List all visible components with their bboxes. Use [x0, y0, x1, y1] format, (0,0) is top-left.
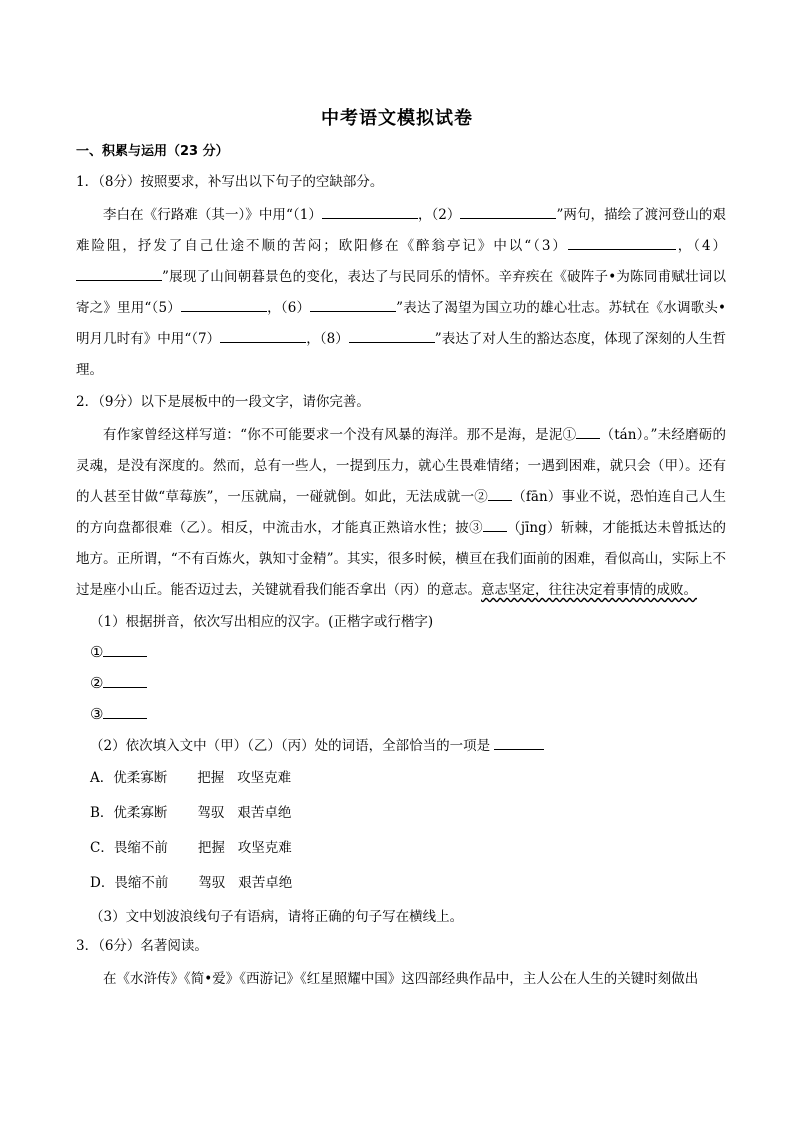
option-d[interactable]: D．畏缩不前 驾驭 艰苦卓绝	[90, 875, 293, 891]
option-a[interactable]: A．优柔寡断 把握 攻坚克难	[90, 770, 292, 786]
circled-number-3: ③	[90, 705, 104, 723]
answer-blank-4[interactable]	[76, 266, 162, 281]
exam-content	[76, 140, 726, 995]
question-2-sub-1: （1）根据拼音，依次写出相应的汉字。(正楷字或行楷字)	[90, 614, 434, 630]
answer-blank-1[interactable]	[322, 204, 418, 219]
answer-line-1	[76, 637, 726, 668]
q2-text-3: （fān）事业不说，恐怕连自己人生的方向盘都很难（乙）。相反，中流击水，才能真正熟谙水性；披③	[76, 489, 726, 536]
q1-text-9: ”表达了对人生的豁达态度，体现了深刻的人生哲理。	[76, 331, 726, 378]
question-1-paragraph	[76, 200, 726, 386]
q1-text-6: ，（6）	[266, 300, 311, 316]
answer-blank-6[interactable]	[310, 297, 396, 312]
pinyin-blank-3[interactable]	[483, 517, 507, 532]
option-b[interactable]: B．优柔寡断 驾驭 艰苦卓绝	[90, 805, 292, 821]
answer-blank-char-1[interactable]	[103, 642, 147, 657]
question-2-sub-3: （3）文中划波浪线句子有语病，请将正确的句子写在横线上。	[90, 909, 464, 925]
wavy-underlined-sentence: 意志坚定，往往决定着事情的成败。	[481, 582, 697, 598]
q1-text-5: ”展现了山间朝暮景色的变化，表达了与民同乐的情怀。辛弃疾在《破阵子•为陈同甫赋壮词以寄之》里用“（5）	[76, 269, 726, 316]
section-heading: 一、积累与运用（23 分）	[76, 144, 229, 159]
question-3-paragraph: 在《水浒传》《简•爱》《西游记》《红星照耀中国》这四部经典作品中，主人公在人生的关键时刻做出	[103, 971, 699, 987]
answer-blank-3[interactable]	[568, 235, 676, 250]
question-1-header: 1．（8分）按照要求，补写出以下句子的空缺部分。	[76, 174, 384, 190]
option-c[interactable]: C．畏缩不前 把握 攻坚克难	[90, 840, 292, 856]
answer-blank-8[interactable]	[349, 328, 435, 343]
page-title: 中考语文模拟试卷	[321, 108, 473, 129]
q2-sub-2-text: （2）依次填入文中（甲）（乙）（丙）处的词语，全部恰当的一项是	[90, 738, 491, 754]
answer-blank-5[interactable]	[181, 297, 267, 312]
q1-text-4: ，（4）	[675, 238, 726, 254]
pinyin-blank-2[interactable]	[488, 486, 512, 501]
question-2-sub-2	[76, 732, 726, 761]
q2-text-1: 有作家曾经这样写道：“你不可能要求一个没有风暴的海洋。那不是海，是泥①	[103, 427, 577, 443]
question-2-header: 2．（9分）以下是展板中的一段文字，请你完善。	[76, 394, 370, 410]
answer-line-2	[76, 668, 726, 699]
q2-text-4: （jīng）斩棘，才能抵达未曾抵达的地方。正所谓，“不有百炼火，孰知寸金精”。其实，很多时候，横亘在我们面前的困难，看似高山，实际上不过是座小山丘。能否迈过去，关键就看我们能否拿出（丙）的意志。	[76, 520, 727, 598]
q1-text-3: ”两句，描绘了渡河登山的艰难险阻，抒发了自己仕途不顺的苦闷；欧阳修在《醉翁亭记》中以“（3）	[76, 207, 726, 254]
q1-text-7: ”表达了渴望为国立功的雄心壮志。苏轼在《水调歌头•明月几时有》中用“（7）	[76, 300, 726, 347]
pinyin-blank-1[interactable]	[576, 424, 600, 439]
q1-text-2: ，（2）	[417, 207, 461, 223]
answer-blank-7[interactable]	[220, 328, 306, 343]
question-3-header: 3．（6分）名著阅读。	[76, 938, 208, 954]
answer-blank-char-2[interactable]	[103, 673, 147, 688]
choice-answer-blank[interactable]	[494, 735, 544, 750]
q1-text-8: ，（8）	[306, 331, 349, 347]
question-2-paragraph	[76, 420, 726, 606]
answer-blank-char-3[interactable]	[103, 704, 147, 719]
q1-text-1: 李白在《行路难（其一）》中用“（1）	[103, 207, 322, 223]
circled-number-2: ②	[90, 674, 104, 692]
circled-number-1: ①	[90, 643, 104, 661]
q2-text-2: （tán）。”未经磨砺的灵魂，是没有深度的。然而，总有一些人，一提到压力，就心生畏难情绪；一遇到困难，就只会（甲）。还有的人甚至甘做“草莓族”，一压就扁，一碰就倒。如此，无法成就一②	[76, 427, 726, 505]
answer-blank-2[interactable]	[460, 204, 556, 219]
answer-line-3	[76, 699, 726, 730]
